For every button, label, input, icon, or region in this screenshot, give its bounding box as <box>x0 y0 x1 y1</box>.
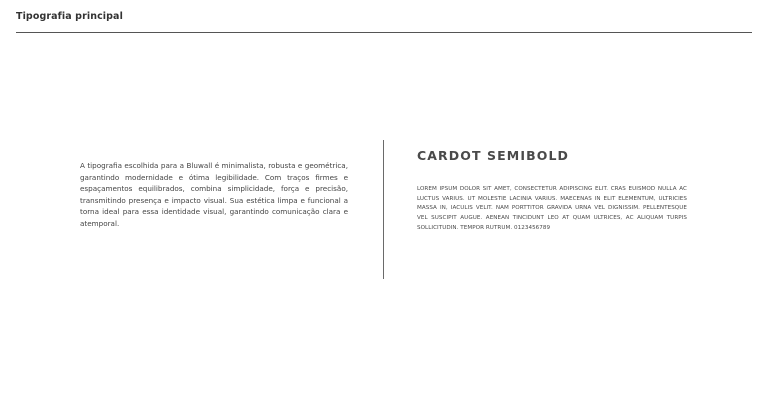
typography-description: A tipografia escolhida para a Bluwall é minimalista, robusta e geométrica, garantindo modernidade e ótima legibilidade. Com traços firmes e espaçamentos equilibrados, combina simplicidade, força e precisão, transmitindo presença e impacto visual. Sua estética limpa e funcional a torna ideal para essa identidade visual, garantindo comunicação clara e atemporal. <box>80 161 348 228</box>
typeface-sample-text: LOREM IPSUM DOLOR SIT AMET, CONSECTETUR ADIPISCING ELIT. CRAS EUISMOD NULLA AC LUCTUS VARIUS. UT MOLESTIE LACINIA VARIUS. MAECENAS IN ELIT ELEMENTUM, ULTRICIES MASSA IN, IACULIS VELIT. NAM PORTTITOR GRAVIDA URNA VEL DIGNISSIM. PELLENTESQUE VEL SUSCIPIT AUGUE. AENEAN TINCIDUNT LEO AT QUAM ULTRICES, AC ALIQUAM TURPIS SOLLICITUDIN. TEMPOR RUTRUM. 0123456789 <box>417 186 687 231</box>
vertical-divider <box>383 140 384 279</box>
page-title: Tipografia principal <box>16 11 123 22</box>
typeface-name: CARDOT SEMIBOLD <box>417 148 569 163</box>
header-divider <box>16 32 752 33</box>
